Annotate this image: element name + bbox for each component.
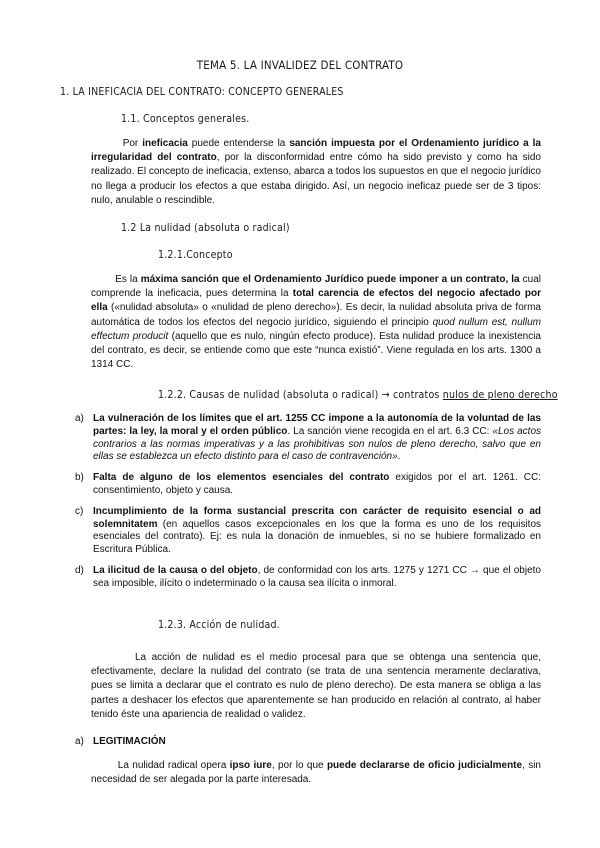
text-run: exigidos por el art. 1261. CC: consentimiento, objeto y causa. <box>93 472 541 496</box>
text-run: , de conformidad con los arts. 1275 y 1271 CC → que el objeto sea imposible, ilícito o indeterminado o la causa sea ilícita o inmoral. <box>93 564 541 589</box>
paragraph-nulidad-concepto <box>91 273 541 372</box>
heading-label: LEGITIMACIÓN <box>93 736 166 747</box>
text-run: Por <box>122 138 143 149</box>
bold-term: La vulneración de los límites que el art. 1255 CC impone a la autonomía de la voluntad de las partes: la ley, la moral y el orden público <box>93 413 541 437</box>
italic-term: quod nullum est, nullum effectum producit <box>91 316 541 342</box>
list-item <box>75 413 541 464</box>
list-marker: d) <box>75 564 84 576</box>
text-run: La acción de nulidad es el medio procesal para que se obtenga una sentencia que, efectivamente, declare la nulidad del contrato (se trata de una sentencia meramente declarativa, pues se limita a declarar que el contrato es nulo de pleno derecho). De esta manera se obliga a las partes a deshacer los efectos que aparentemente se han producido en relación al contrato, al haber tenido éste una apariencia de realidad o validez. <box>91 652 541 720</box>
paragraph-legitimacion <box>91 759 541 787</box>
list-item <box>75 565 541 591</box>
text-run: , por lo que <box>271 760 327 771</box>
list-item <box>75 472 541 498</box>
causes-list <box>75 413 541 591</box>
section-heading-1: 1. LA INEFICACIA DEL CONTRATO: CONCEPTO GENERALES <box>60 86 344 98</box>
subsection-heading-1-2-1: 1.2.1.Concepto <box>158 249 233 261</box>
text-run: . <box>397 451 401 463</box>
text-run: cual comprende la ineficacia, pues determina la <box>91 274 541 300</box>
subsection-heading-1-2-2 <box>158 389 558 401</box>
text-run: puede entenderse la <box>187 138 290 149</box>
italic-quote: «Los actos contrarios a las normas imperativas y a las prohibitivas son nulos de pleno derecho, salvo que en ellas se establezca un efecto distinto para el caso de contravención» <box>93 425 542 463</box>
text-run: La nulidad radical opera <box>117 760 230 771</box>
subsection-heading-1-2: 1.2 La nulidad (absoluta o radical) <box>121 222 290 234</box>
page-title: TEMA 5. LA INVALIDEZ DEL CONTRATO <box>196 58 404 72</box>
list-marker: a) <box>75 736 84 747</box>
text-run: (aquello que es nulo, ningún efecto produce). Esta nulidad produce la inexistencia del contrato, es decir, se entiende como que este “nunca existió”. Viene regulada en los arts. 1300 a 1314 CC. <box>91 330 541 371</box>
bold-term: ipso iure <box>229 760 272 771</box>
bold-term: puede declararse de oficio judicialmente <box>326 760 523 771</box>
bold-term: Falta de alguno de los elementos esenciales del contrato <box>93 472 390 484</box>
text-run: , sin necesidad de ser alegada por la parte interesada. <box>91 760 541 786</box>
paragraph-accion-nulidad <box>91 651 541 722</box>
list-item <box>75 506 541 557</box>
list-marker: a) <box>75 413 84 424</box>
underlined-text: nulos de pleno derecho <box>442 389 558 401</box>
text-run: (en aquellos casos excepcionales en los que la forma es uno de los requisitos esenciales del contrato). Ej: es nula la donación de inmuebles, si no se hubiere formalizado en Escritura Pública. <box>93 518 541 556</box>
bold-term: ineficacia <box>142 138 188 149</box>
bold-term: La ilicitud de la causa o del objeto <box>93 564 258 576</box>
text-run: . La sanción viene recogida en el art. 6.3 CC: <box>287 425 493 437</box>
bold-term: Incumplimiento de la forma sustancial prescrita con carácter de requisito esencial o ad solemnitatem <box>93 505 541 530</box>
text-run: 1.2.2. Causas de nulidad (absoluta o radical) → contratos <box>158 389 443 401</box>
subsection-heading-1-2-3: 1.2.3. Acción de nulidad. <box>158 619 280 631</box>
list-marker: c) <box>75 505 84 517</box>
paragraph-ineficacia <box>91 137 541 208</box>
text-run: , por la disconformidad entre cómo ha sido previsto y como ha sido realizado. El concepto de ineficacia, extenso, abarca a todos los supuestos en que el negocio jurídico no llega a producir los efectos a que estaba dirigido. Así, un negocio ineficaz puede ser de 3 tipos: nulo, anulable o rescindible. <box>91 152 541 206</box>
bold-term: sanción impuesta por el Ordenamiento jurídico a la irregularidad del contrato <box>91 138 541 164</box>
list-marker: b) <box>75 472 84 484</box>
subsection-heading-1-1: 1.1. Conceptos generales. <box>121 113 250 125</box>
text-run: Es la <box>115 274 141 285</box>
text-run: («nulidad absoluta» o «nulidad de pleno derecho»). Es decir, la nulidad absoluta priva de forma automática de todos los efectos del negocio jurídico, siguiendo el principio <box>91 302 541 328</box>
bold-term: máxima sanción que el Ordenamiento Jurídico puede imponer a un contrato, la <box>140 274 520 285</box>
legitimacion-heading <box>75 736 166 747</box>
bold-term: total carencia de efectos del negocio afectado por ella <box>91 288 541 314</box>
